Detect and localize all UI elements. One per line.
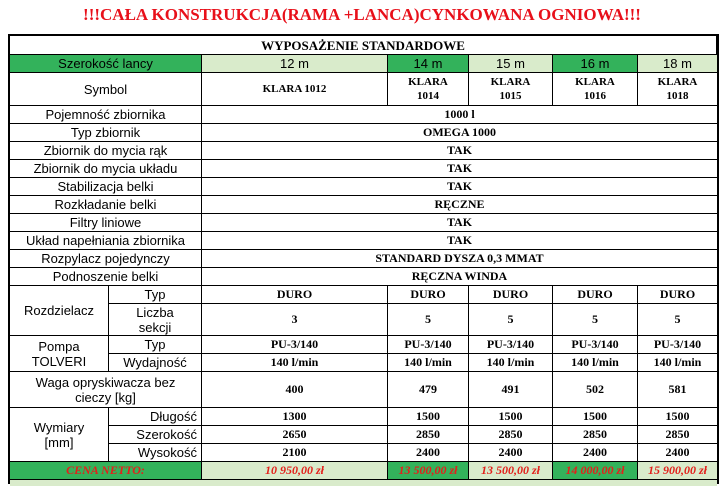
row-label: Zbiornik do mycia układu [10, 160, 202, 178]
pompa-wyd-label: Wydajność [109, 354, 202, 372]
row-value: 1000 l [202, 106, 717, 124]
szerokosc-value: 2650 [202, 426, 388, 444]
pompa-typ-label: Typ [109, 336, 202, 354]
wysokosc-value: 2400 [638, 444, 717, 462]
table-title: WYPOSAŻENIE STANDARDOWE [10, 36, 717, 55]
row-label: Rozkładanie belki [10, 196, 202, 214]
symbol-18 [638, 73, 717, 106]
rozdzielacz-typ: DURO [388, 286, 469, 304]
dlugosc-value: 1500 [638, 408, 717, 426]
waga-value: 400 [202, 372, 388, 408]
row-value: TAK [202, 160, 717, 178]
row-label: Filtry liniowe [10, 214, 202, 232]
header-size-16: 16 m [553, 55, 638, 73]
cena-value: 14 000,00 zł [553, 462, 638, 480]
row-label: Podnoszenie belki [10, 268, 202, 286]
wymiary-label [10, 408, 109, 462]
pompa-wyd: 140 l/min [638, 354, 717, 372]
warning-banner: !!!CAŁA KONSTRUKCJA(RAMA +LANCA)CYNKOWANA OGNIOWA!!! [83, 5, 641, 24]
cena-value: 15 900,00 zł [638, 462, 717, 480]
row-label: Pojemność zbiornika [10, 106, 202, 124]
pompa-wyd: 140 l/min [388, 354, 469, 372]
pompa-typ: PU-3/140 [553, 336, 638, 354]
pompa-wyd: 140 l/min [553, 354, 638, 372]
dlugosc-value: 1300 [202, 408, 388, 426]
row-value: TAK [202, 142, 717, 160]
bottom-strip [10, 480, 717, 486]
row-label: Rozpylacz pojedynczy [10, 250, 202, 268]
dlugosc-value: 1500 [469, 408, 553, 426]
rozdzielacz-typ: DURO [638, 286, 717, 304]
wymiary-label-line1: Wymiary [33, 419, 85, 435]
waga-value: 479 [388, 372, 469, 408]
wysokosc-value: 2100 [202, 444, 388, 462]
pompa-label-line2: TOLVERI [31, 353, 87, 369]
cena-value: 10 950,00 zł [202, 462, 388, 480]
dlugosc-label: Długość [109, 408, 202, 426]
symbol-15 [469, 73, 553, 106]
szerokosc-value: 2850 [388, 426, 469, 444]
pompa-label-line1: Pompa [38, 338, 80, 354]
header-size-12: 12 m [202, 55, 388, 73]
symbol-line1: KLARA [657, 76, 698, 88]
wymiary-label-line2: [mm] [44, 434, 74, 450]
wysokosc-value: 2400 [469, 444, 553, 462]
header-size-15: 15 m [469, 55, 553, 73]
symbol-line1: KLARA [490, 76, 531, 88]
wysokosc-value: 2400 [388, 444, 469, 462]
pompa-label [10, 336, 109, 372]
row-value: RĘCZNA WINDA [202, 268, 717, 286]
waga-value: 581 [638, 372, 717, 408]
rozdzielacz-typ: DURO [469, 286, 553, 304]
row-label: Stabilizacja belki [10, 178, 202, 196]
wysokosc-label: Wysokość [109, 444, 202, 462]
symbol-12 [202, 73, 388, 106]
waga-label [10, 372, 202, 408]
symbol-line2: 1018 [666, 90, 689, 102]
sekcje-label-line2: sekcji [138, 319, 172, 335]
symbol-text: KLARA 1012 [262, 83, 327, 95]
row-label: Zbiornik do mycia rąk [10, 142, 202, 160]
szerokosc-value: 2850 [469, 426, 553, 444]
symbol-line2: 1015 [499, 90, 522, 102]
symbol-14 [388, 73, 469, 106]
sekcje-value: 5 [638, 304, 717, 336]
row-value: STANDARD DYSZA 0,3 MMAT [202, 250, 717, 268]
symbol-line1: KLARA [408, 76, 448, 88]
sekcje-value: 3 [202, 304, 388, 336]
symbol-label: Symbol [10, 73, 202, 106]
pompa-wyd: 140 l/min [469, 354, 553, 372]
row-value: RĘCZNE [202, 196, 717, 214]
sekcje-value: 5 [469, 304, 553, 336]
header-label: Szerokość lancy [10, 55, 202, 73]
row-value: OMEGA 1000 [202, 124, 717, 142]
rozdzielacz-typ: DURO [553, 286, 638, 304]
pompa-typ: PU-3/140 [638, 336, 717, 354]
header-size-18: 18 m [638, 55, 717, 73]
symbol-16 [553, 73, 638, 106]
sekcje-label [109, 304, 202, 336]
waga-label-line1: Waga opryskiwacza bez [35, 374, 176, 390]
szerokosc-label: Szerokość [109, 426, 202, 444]
cena-value: 13 500,00 zł [388, 462, 469, 480]
symbol-line2: 1016 [584, 90, 606, 102]
pompa-typ: PU-3/140 [469, 336, 553, 354]
rozdzielacz-label: Rozdzielacz [10, 286, 109, 336]
cena-value: 13 500,00 zł [469, 462, 553, 480]
cena-label: CENA NETTO: [10, 462, 202, 480]
row-label: Układ napełniania zbiornika [10, 232, 202, 250]
spec-table [8, 34, 719, 484]
row-value: TAK [202, 232, 717, 250]
row-value: TAK [202, 214, 717, 232]
szerokosc-value: 2850 [553, 426, 638, 444]
pompa-typ: PU-3/140 [202, 336, 388, 354]
dlugosc-value: 1500 [388, 408, 469, 426]
pompa-typ: PU-3/140 [388, 336, 469, 354]
wysokosc-value: 2400 [553, 444, 638, 462]
sekcje-label-line1: Liczba [136, 304, 174, 320]
symbol-line1: KLARA [575, 76, 615, 88]
waga-value: 502 [553, 372, 638, 408]
pompa-wyd: 140 l/min [202, 354, 388, 372]
waga-value: 491 [469, 372, 553, 408]
sekcje-value: 5 [388, 304, 469, 336]
waga-label-line2: cieczy [kg] [75, 389, 136, 405]
sekcje-value: 5 [553, 304, 638, 336]
dlugosc-value: 1500 [553, 408, 638, 426]
rozdzielacz-typ: DURO [202, 286, 388, 304]
row-value: TAK [202, 178, 717, 196]
header-size-14: 14 m [388, 55, 469, 73]
rozdzielacz-typ-label: Typ [109, 286, 202, 304]
symbol-line2: 1014 [417, 90, 439, 102]
row-label: Typ zbiornik [10, 124, 202, 142]
szerokosc-value: 2850 [638, 426, 717, 444]
